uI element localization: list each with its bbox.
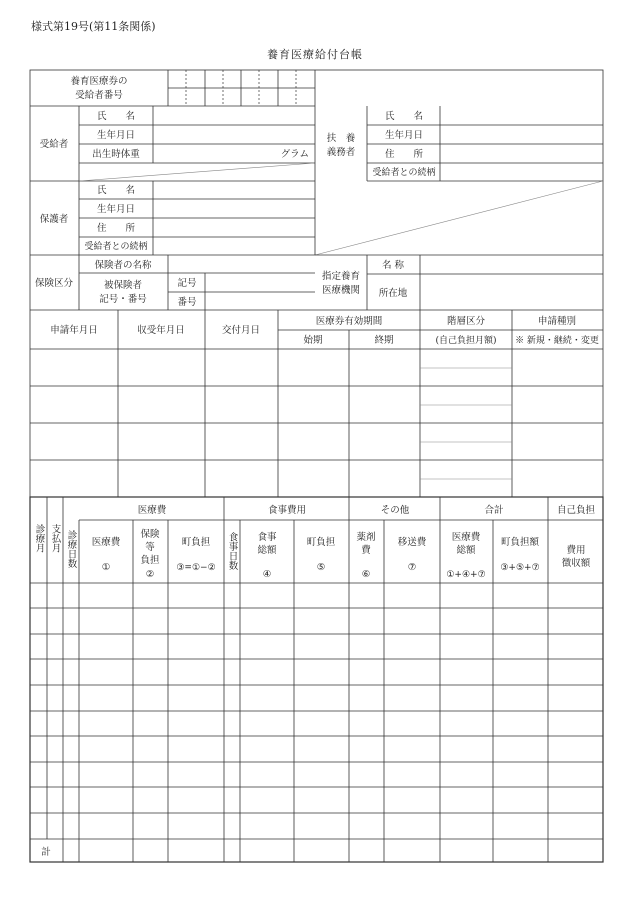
supporter-birthdate-label: 生年月日 xyxy=(384,130,424,141)
group-self-pay: 自己負担 xyxy=(556,505,596,516)
col-ins-2: 等 xyxy=(145,542,155,553)
institution-section-label-1: 指定養育 xyxy=(321,271,361,282)
recipient-number-label-2: 受給者番号 xyxy=(75,90,123,101)
guardian-relation-label: 受給者との続柄 xyxy=(84,242,148,252)
col-fee: 医療費 xyxy=(91,537,121,548)
guardian-birthdate-label: 生年月日 xyxy=(96,204,136,215)
validity-label: 医療券有効期間 xyxy=(315,316,383,327)
col-meal-total-mark: ④ xyxy=(262,569,272,580)
apply-date-label: 申請年月日 xyxy=(50,325,98,336)
insured-label-2: 記号・番号 xyxy=(99,294,147,305)
col-total-fee-mark: ①+④+⑦ xyxy=(446,570,486,580)
col-transport: 移送費 xyxy=(397,537,427,548)
col-town-total: 町負担額 xyxy=(500,537,540,548)
group-total: 合計 xyxy=(484,505,504,516)
issue-date-label: 交付月日 xyxy=(221,325,261,336)
validity-start-label: 始期 xyxy=(303,335,323,346)
col-drug-1: 薬剤 xyxy=(356,532,376,543)
institution-address-label: 所在地 xyxy=(378,288,408,299)
recipient-birthdate-label: 生年月日 xyxy=(96,130,136,141)
insured-label-1: 被保険者 xyxy=(103,280,143,291)
group-other: その他 xyxy=(380,505,410,516)
col-total-fee-2: 総額 xyxy=(456,545,476,556)
col-collect-2: 徴収額 xyxy=(561,558,591,569)
guardian-section-label: 保護者 xyxy=(39,214,69,225)
supporter-name-label: 氏 名 xyxy=(384,111,424,122)
col-pay-month: 支払月 xyxy=(49,524,61,553)
col-collect-1: 費用 xyxy=(566,545,586,556)
col-ins-3: 負担 xyxy=(140,555,160,566)
insurance-section-label: 保険区分 xyxy=(34,278,74,289)
institution-name-label: 名 称 xyxy=(381,260,405,271)
col-transport-mark: ⑦ xyxy=(407,562,417,573)
class-label: 階層区分 xyxy=(446,316,486,327)
gram-unit: グラム xyxy=(280,149,309,160)
institution-section-label-2: 医療機関 xyxy=(321,285,361,296)
col-drug-mark: ⑥ xyxy=(361,569,371,580)
receive-date-label: 収受年月日 xyxy=(137,325,185,336)
col-drug-2: 費 xyxy=(361,545,371,556)
application-type-label: 申請種別 xyxy=(537,316,577,327)
class-sub-label: (自己負担月額) xyxy=(435,336,497,346)
col-town2: 町負担 xyxy=(306,537,336,548)
recipient-section-label: 受給者 xyxy=(39,139,69,150)
recipient-weight-label: 出生時体重 xyxy=(92,149,140,160)
recipient-number-label-1: 養育医療券の xyxy=(70,76,128,87)
number-label: 番号 xyxy=(177,297,197,308)
col-town1-mark: ③=①−② xyxy=(176,563,216,573)
supporter-relation-label: 受給者との続柄 xyxy=(372,168,436,178)
application-type-options: ※ 新規・継続・変更 xyxy=(515,336,599,346)
col-meal-days: 食事日数 xyxy=(226,532,238,570)
col-ins-1: 保険 xyxy=(140,529,160,540)
row-sum-label: 計 xyxy=(41,847,51,858)
symbol-label: 記号 xyxy=(177,278,197,289)
supporter-section-label-1: 扶 養 xyxy=(326,133,356,144)
group-meal-cost: 食事費用 xyxy=(267,505,307,516)
guardian-address-label: 住 所 xyxy=(96,223,136,234)
col-town1: 町負担 xyxy=(181,537,211,548)
col-town2-mark: ⑤ xyxy=(316,562,326,573)
supporter-address-label: 住 所 xyxy=(384,149,424,160)
col-fee-mark: ① xyxy=(101,562,111,573)
supporter-section-label-2: 義務者 xyxy=(326,147,356,158)
validity-end-label: 終期 xyxy=(374,335,394,346)
col-meal-total-2: 総額 xyxy=(257,545,277,556)
col-month: 診療月 xyxy=(33,524,45,553)
guardian-name-label: 氏 名 xyxy=(96,185,136,196)
col-ins-mark: ② xyxy=(145,569,155,580)
col-town-total-mark: ③+⑤+⑦ xyxy=(500,563,540,573)
page-title: 養育医療給付台帳 xyxy=(267,48,363,61)
col-meal-total-1: 食事 xyxy=(257,532,277,543)
ledger-frame xyxy=(30,497,603,862)
insurer-name-label: 保険者の名称 xyxy=(94,260,152,271)
form-number: 様式第19号(第11条関係) xyxy=(31,20,156,33)
group-medical-fee: 医療費 xyxy=(137,505,167,516)
col-total-fee-1: 医療費 xyxy=(451,532,481,543)
recipient-name-label: 氏 名 xyxy=(96,111,136,122)
col-days: 診療日数 xyxy=(65,530,77,568)
